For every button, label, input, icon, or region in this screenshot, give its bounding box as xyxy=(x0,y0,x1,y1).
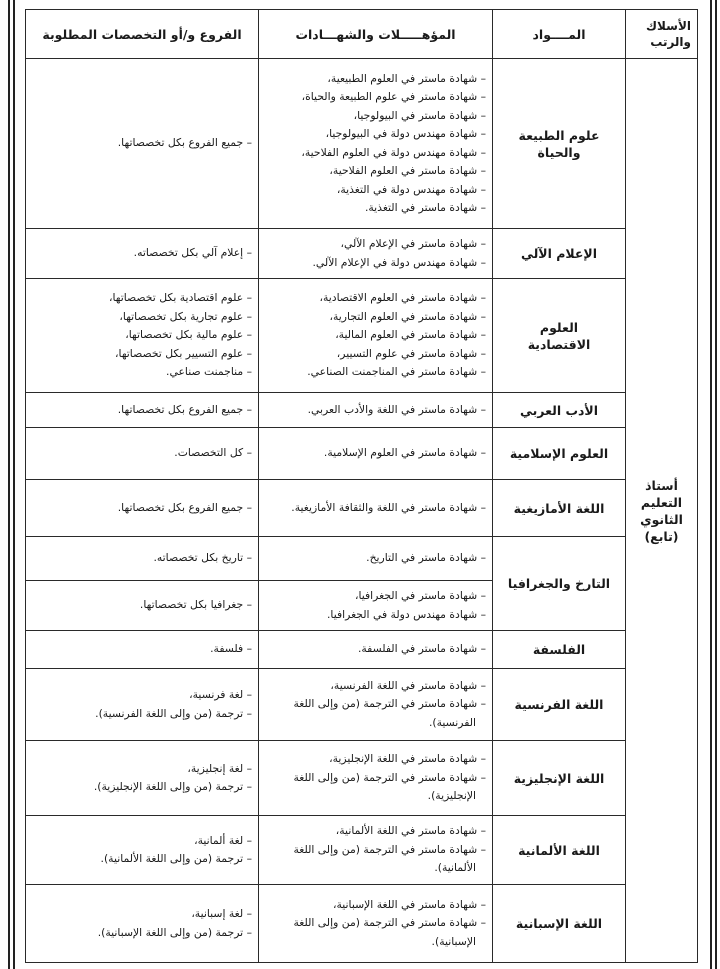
qualifications-cell xyxy=(259,816,493,885)
list-item: – شهادة ماستر في العلوم التجارية، xyxy=(329,309,486,323)
list-item: – شهادة ماستر في الترجمة (من وإلى اللغة الفرنسية). xyxy=(293,697,486,729)
table-row xyxy=(26,480,698,537)
list-item: – شهادة ماستر في الفلسفة. xyxy=(357,642,486,656)
subject-cell: اللغة الفرنسية xyxy=(493,669,626,741)
qualifications-cell xyxy=(259,885,493,963)
list-item: – جميع الفروع بكل تخصصاتها. xyxy=(117,500,252,514)
qualifications-cell xyxy=(259,581,493,631)
list-item: – علوم اقتصادية بكل تخصصاتها، xyxy=(109,291,252,305)
list-item: – ترجمة (من وإلى اللغة الإسبانية). xyxy=(97,925,252,939)
qualifications-cell xyxy=(259,59,493,229)
list-item: – شهادة ماستر في علوم التسيير، xyxy=(336,346,486,360)
list-item: – شهادة ماستر في اللغة الألمانية، xyxy=(335,824,486,838)
list-item: – ترجمة (من وإلى اللغة الفرنسية). xyxy=(95,706,252,720)
header-rank: الأسلاك والرتب xyxy=(626,10,698,59)
list-item: – فلسفة. xyxy=(210,642,252,656)
list-item: – شهادة ماستر في علوم الطبيعة والحياة، xyxy=(301,90,486,103)
list-item: – شهادة ماستر في التغذية. xyxy=(364,201,486,214)
list-item: – جغرافيا بكل تخصصاتها. xyxy=(139,598,252,612)
list-item: – شهادة ماستر في الترجمة (من وإلى اللغة الإسبانية). xyxy=(293,916,486,948)
table-row xyxy=(26,428,698,480)
list-item: – مناجمنت صناعي. xyxy=(166,365,252,379)
list-item: – إعلام آلي بكل تخصصاته. xyxy=(133,246,252,260)
specializations-cell xyxy=(26,480,259,537)
table-row xyxy=(26,537,698,581)
table-row xyxy=(26,816,698,885)
list-item: – شهادة ماستر في العلوم الاقتصادية، xyxy=(319,291,486,305)
table-header-row xyxy=(26,10,698,59)
table-row xyxy=(26,669,698,741)
page-frame-line xyxy=(715,0,717,969)
specializations-cell xyxy=(26,581,259,631)
list-item: – شهادة مهندس دولة في الجغرافيا. xyxy=(326,607,486,621)
specializations-cell xyxy=(26,816,259,885)
qualifications-cell xyxy=(259,537,493,581)
subject-cell: الفلسفة xyxy=(493,631,626,669)
list-item: – شهادة ماستر في العلوم الطبيعية، xyxy=(327,71,486,85)
list-item: – شهادة ماستر في اللغة والثقافة الأمازيغية. xyxy=(291,500,486,514)
list-item: – ترجمة (من وإلى اللغة الإنجليزية). xyxy=(93,780,252,793)
subject-cell: اللغة الأمازيغية xyxy=(493,480,626,537)
list-item: – شهادة مهندس دولة في البيولوجيا، xyxy=(325,127,486,140)
list-item: – لغة إنجليزية، xyxy=(187,761,252,775)
table-row xyxy=(26,59,698,229)
list-item: – لغة إسبانية، xyxy=(191,907,252,920)
list-item: – جميع الفروع بكل تخصصاتها. xyxy=(117,136,252,150)
qualifications-cell xyxy=(259,741,493,816)
qualifications-cell xyxy=(259,393,493,428)
list-item: – شهادة ماستر في العلوم الفلاحية، xyxy=(329,164,486,177)
specializations-cell xyxy=(26,279,259,393)
header-specializations: الفروع و/أو التخصصات المطلوبة xyxy=(26,10,259,59)
list-item: – شهادة ماستر في البيولوجيا، xyxy=(353,108,486,122)
table-row xyxy=(26,631,698,669)
list-item: – جميع الفروع بكل تخصصاتها. xyxy=(117,402,252,416)
table-row xyxy=(26,229,698,279)
header-subjects: المــــواد xyxy=(493,10,626,59)
specializations-cell xyxy=(26,229,259,279)
list-item: – شهادة مهندس دولة في العلوم الفلاحية، xyxy=(301,145,486,159)
qualifications-cell xyxy=(259,669,493,741)
subject-cell: الأدب العربي xyxy=(493,393,626,428)
list-item: – علوم مالية بكل تخصصاتها، xyxy=(125,328,252,342)
specializations-cell xyxy=(26,537,259,581)
list-item: – شهادة ماستر في التاريخ. xyxy=(366,551,486,565)
specializations-cell xyxy=(26,885,259,963)
list-item: – شهادة ماستر في اللغة الإسبانية، xyxy=(333,897,486,911)
header-qualifications: المؤهـــــلات والشهـــادات xyxy=(259,10,493,59)
table-row xyxy=(26,741,698,816)
subject-cell: العلوم الإسلامية xyxy=(493,428,626,480)
list-item: – شهادة ماستر في اللغة والأدب العربي. xyxy=(307,402,486,416)
subject-cell: التارخ والجغرافيا xyxy=(493,537,626,631)
subject-cell: العلوم الاقتصادية xyxy=(493,279,626,393)
subject-cell: اللغة الإنجليزية xyxy=(493,741,626,816)
list-item: – لغة فرنسية، xyxy=(189,688,252,701)
list-item: – تاريخ بكل تخصصاته. xyxy=(153,551,252,565)
list-item: – شهادة ماستر في اللغة الفرنسية، xyxy=(330,678,486,692)
page-frame-line xyxy=(13,0,15,969)
list-item: – شهادة مهندس دولة في الإعلام الآلي. xyxy=(312,255,486,269)
specializations-cell xyxy=(26,631,259,669)
specializations-cell xyxy=(26,393,259,428)
subject-cell: علوم الطبيعة والحياة xyxy=(493,59,626,229)
rank-cell: أستاذ التعليم الثانوي (تابع) xyxy=(626,59,698,963)
list-item: – شهادة ماستر في الإعلام الآلي، xyxy=(340,237,486,250)
table-row xyxy=(26,885,698,963)
qualifications-cell xyxy=(259,480,493,537)
list-item: – علوم التسيير بكل تخصصاتها، xyxy=(115,346,252,360)
list-item: – شهادة ماستر في اللغة الإنجليزية، xyxy=(329,752,486,766)
qualifications-cell xyxy=(259,229,493,279)
qualifications-cell xyxy=(259,279,493,393)
list-item: – شهادة مهندس دولة في التغذية، xyxy=(336,182,486,196)
qualifications-cell xyxy=(259,631,493,669)
list-item: – شهادة ماستر في الجغرافيا، xyxy=(354,589,486,602)
list-item: – شهادة ماستر في المناجمنت الصناعي. xyxy=(307,365,486,379)
subject-cell: الإعلام الآلي xyxy=(493,229,626,279)
specializations-cell xyxy=(26,741,259,816)
page-frame-line xyxy=(8,0,10,969)
list-item: – شهادة ماستر في العلوم المالية، xyxy=(335,328,486,342)
specializations-cell xyxy=(26,669,259,741)
page-frame-line xyxy=(710,0,712,969)
subject-cell: اللغة الإسبانية xyxy=(493,885,626,963)
table-row xyxy=(26,279,698,393)
list-item: – شهادة ماستر في الترجمة (من وإلى اللغة الإنجليزية). xyxy=(293,770,486,803)
qualifications-cell xyxy=(259,428,493,480)
list-item: – لغة ألمانية، xyxy=(194,833,252,847)
list-item: – كل التخصصات. xyxy=(174,446,252,460)
table-row xyxy=(26,393,698,428)
list-item: – شهادة ماستر في العلوم الإسلامية. xyxy=(323,446,486,460)
specializations-cell xyxy=(26,428,259,480)
qualifications-table xyxy=(25,9,698,963)
list-item: – علوم تجارية بكل تخصصاتها، xyxy=(119,309,252,323)
list-item: – شهادة ماستر في الترجمة (من وإلى اللغة الألمانية). xyxy=(293,842,486,875)
subject-cell: اللغة الألمانية xyxy=(493,816,626,885)
specializations-cell xyxy=(26,59,259,229)
list-item: – ترجمة (من وإلى اللغة الألمانية). xyxy=(100,852,252,865)
